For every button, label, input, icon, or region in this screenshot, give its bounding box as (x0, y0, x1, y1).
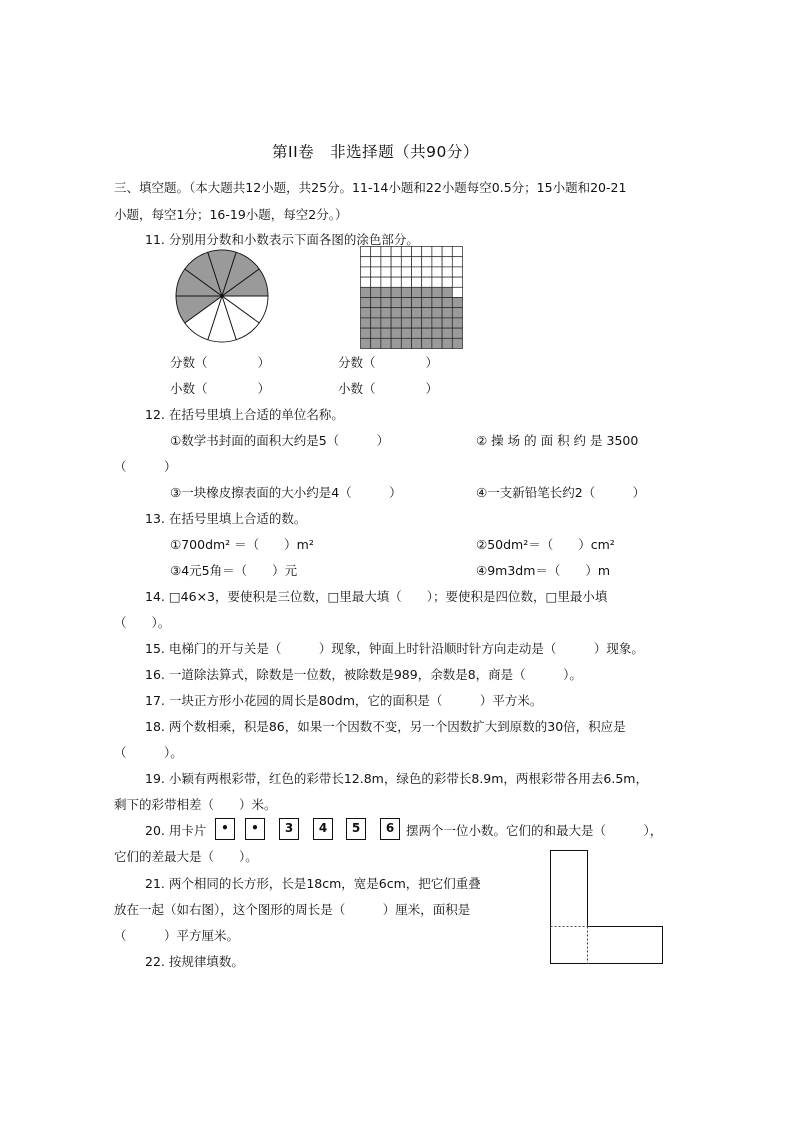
q19-line2: 剩下的彩带相差（ ）米。 (114, 797, 277, 812)
grid-cell (452, 277, 462, 287)
q12-item2-cont: （ ） (114, 459, 177, 474)
grid-cell (432, 287, 442, 297)
grid-cell (412, 318, 422, 328)
q13-item1: ①700dm² ＝（ ）m² (170, 537, 314, 552)
grid-cell (452, 287, 462, 297)
grid-cell (391, 277, 401, 287)
grid-cell (371, 298, 381, 308)
grid-cell (361, 298, 371, 308)
grid-cell (412, 298, 422, 308)
grid-cell (371, 267, 381, 277)
grid-cell (391, 338, 401, 348)
grid-cell (381, 257, 391, 267)
grid-cell (422, 318, 432, 328)
grid-cell (442, 287, 452, 297)
grid-cell (371, 338, 381, 348)
q21-line3: （ ）平方厘米。 (114, 928, 240, 943)
q17-line1: 17. 一块正方形小花园的周长是80dm，它的面积是（ ）平方米。 (145, 693, 543, 708)
grid-cell (452, 257, 462, 267)
grid-cell (442, 247, 452, 257)
grid-cell (442, 328, 452, 338)
grid-cell (371, 287, 381, 297)
grid-cell (442, 257, 452, 267)
grid-cell (422, 267, 432, 277)
grid-cell (422, 257, 432, 267)
grid-cell (442, 277, 452, 287)
grid-cell (432, 267, 442, 277)
q11-left-decimal: 小数（ ） (170, 381, 271, 396)
grid-cell (422, 247, 432, 257)
grid-cell (401, 257, 411, 267)
q19-line1: 19. 小颖有两根彩带，红色的彩带长12.8m，绿色的彩带长8.9m，两根彩带各用去6.5m， (145, 771, 648, 786)
grid-cell (381, 277, 391, 287)
q14-line2: （ ）。 (114, 615, 171, 630)
grid-cell (381, 338, 391, 348)
grid-cell (432, 308, 442, 318)
q20-line2: 它们的差最大是（ ）。 (114, 849, 258, 864)
grid-cell (442, 267, 452, 277)
grid-cell (412, 287, 422, 297)
q12-prompt: 12. 在括号里填上合适的单位名称。 (145, 407, 344, 422)
overlapping-rectangles-figure (550, 850, 666, 966)
q12-item2: ② 操 场 的 面 积 约 是 3500 (476, 433, 639, 448)
grid-cell (412, 308, 422, 318)
grid-cell (412, 338, 422, 348)
grid-cell (381, 308, 391, 318)
grid-cell (442, 318, 452, 328)
grid-cell (442, 338, 452, 348)
shaded-grid-figure (360, 246, 464, 350)
horizontal-rectangle (551, 927, 663, 964)
grid-cell (401, 318, 411, 328)
grid-cell (432, 318, 442, 328)
grid-cell (401, 287, 411, 297)
grid-cell (422, 338, 432, 348)
q12-item1: ①数学书封面的面积大约是5（ ） (170, 433, 390, 448)
grid-cell (401, 328, 411, 338)
grid-cell (391, 298, 401, 308)
q21-line2: 放在一起（如右图），这个图形的周长是（ ）厘米，面积是 (114, 902, 471, 917)
q20-suffix: 摆两个一位小数。它们的和最大是（ ）， (406, 823, 663, 838)
q20-prefix: 20. 用卡片 (145, 823, 207, 838)
grid-cell (391, 328, 401, 338)
number-card: 4 (313, 818, 333, 840)
grid-cell (361, 277, 371, 287)
grid-cell (442, 298, 452, 308)
grid-cell (361, 308, 371, 318)
grid-cell (422, 277, 432, 287)
q13-item4: ④9m3dm＝（ ）m (476, 563, 611, 578)
grid-cell (412, 257, 422, 267)
q15-line1: 15. 电梯门的开与关是（ ）现象，钟面上时针沿顺时针方向走动是（ ）现象。 (145, 641, 644, 656)
grid-cell (361, 318, 371, 328)
section-heading: 三、填空题。（本大题共12小题，共25分。11-14小题和22小题每空0.5分；15小题和20-21 (114, 180, 627, 195)
q13-prompt: 13. 在括号里填上合适的数。 (145, 511, 307, 526)
q13-item3: ③4元5角＝（ ）元 (170, 563, 298, 578)
q12-item4: ④一支新铅笔长约2（ ） (476, 485, 646, 500)
grid-cell (452, 328, 462, 338)
grid-cell (401, 267, 411, 277)
q11-left-fraction: 分数（ ） (170, 355, 271, 370)
grid-cell (401, 277, 411, 287)
page-title: 第II卷 非选择题（共90分） (272, 143, 479, 161)
grid-cell (412, 277, 422, 287)
grid-cell (381, 287, 391, 297)
grid-cell (361, 267, 371, 277)
number-card: • (215, 818, 235, 840)
q12-item3: ③一块橡皮擦表面的大小约是4（ ） (170, 485, 402, 500)
grid-cell (432, 338, 442, 348)
section-heading-cont: 小题，每空1分；16-19小题，每空2分。） (114, 207, 348, 222)
number-card: • (245, 818, 265, 840)
q11-prompt: 11. 分别用分数和小数表示下面各图的涂色部分。 (145, 232, 419, 247)
q22-line1: 22. 按规律填数。 (145, 954, 244, 969)
grid-cell (371, 308, 381, 318)
grid-cell (391, 267, 401, 277)
grid-cell (412, 247, 422, 257)
q11-right-fraction: 分数（ ） (338, 355, 439, 370)
grid-cell (422, 328, 432, 338)
grid-cell (422, 308, 432, 318)
grid-cell (442, 308, 452, 318)
grid-cell (371, 277, 381, 287)
grid-cell (391, 247, 401, 257)
grid-cell (412, 267, 422, 277)
grid-cell (361, 257, 371, 267)
grid-cell (401, 247, 411, 257)
grid-cell (361, 287, 371, 297)
grid-cell (381, 328, 391, 338)
grid-cell (361, 328, 371, 338)
grid-cell (432, 298, 442, 308)
grid-cell (381, 267, 391, 277)
grid-cell (381, 298, 391, 308)
grid-cell (381, 318, 391, 328)
grid-cell (452, 338, 462, 348)
grid-cell (361, 247, 371, 257)
grid-cell (432, 257, 442, 267)
number-card: 3 (279, 818, 299, 840)
grid-cell (452, 247, 462, 257)
grid-cell (381, 247, 391, 257)
grid-cell (452, 298, 462, 308)
grid-cell (361, 338, 371, 348)
grid-cell (422, 287, 432, 297)
grid-cell (432, 277, 442, 287)
q13-item2: ②50dm²＝（ ）cm² (476, 537, 615, 552)
grid-cell (432, 328, 442, 338)
grid-cell (452, 308, 462, 318)
grid-cell (412, 328, 422, 338)
grid-cell (432, 247, 442, 257)
shaded-pie-figure (175, 249, 275, 349)
number-card: 5 (346, 818, 366, 840)
grid-cell (391, 318, 401, 328)
grid-cell (391, 308, 401, 318)
q18-line1: 18. 两个数相乘，积是86，如果一个因数不变，另一个因数扩大到原数的30倍，积应是 (145, 719, 626, 734)
grid-cell (452, 267, 462, 277)
grid-cell (401, 298, 411, 308)
grid-cell (452, 318, 462, 328)
grid-cell (401, 308, 411, 318)
q16-line1: 16. 一道除法算式，除数是一位数，被除数是989，余数是8，商是（ ）。 (145, 667, 582, 682)
number-card: 6 (380, 818, 400, 840)
vertical-rectangle (551, 851, 588, 964)
q21-line1: 21. 两个相同的长方形，长是18cm，宽是6cm，把它们重叠 (145, 876, 481, 891)
grid-cell (422, 298, 432, 308)
grid-cell (371, 247, 381, 257)
grid-cell (371, 257, 381, 267)
grid-cell (391, 287, 401, 297)
grid-cell (401, 338, 411, 348)
grid-cell (391, 257, 401, 267)
q11-right-decimal: 小数（ ） (338, 381, 439, 396)
q14-line1: 14. □46×3，要使积是三位数，□里最大填（ ）；要使积是四位数，□里最小填 (145, 589, 608, 604)
grid-cell (371, 318, 381, 328)
q18-line2: （ ）。 (114, 745, 183, 760)
grid-cell (371, 328, 381, 338)
